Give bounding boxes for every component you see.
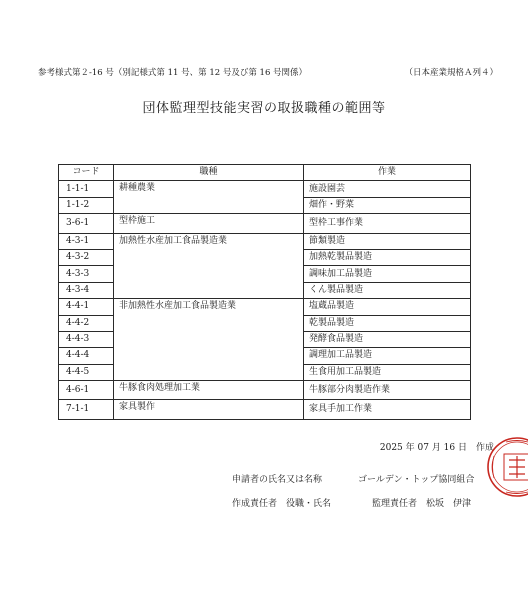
table-row — [59, 381, 471, 400]
organization-seal-icon — [484, 434, 528, 500]
cell-work: 発酵食品製造 — [304, 331, 471, 347]
cell-code: 1-1-1 — [59, 181, 114, 197]
cell-code: 7-1-1 — [59, 400, 114, 419]
cell-code: 4-4-4 — [59, 348, 114, 364]
table-row — [59, 233, 471, 249]
cell-code: 1-1-2 — [59, 197, 114, 213]
header-work: 作業 — [304, 165, 471, 181]
table-row — [59, 299, 471, 315]
table-header-row — [59, 165, 471, 181]
cell-code: 4-4-1 — [59, 299, 114, 315]
header-occupation: 職種 — [114, 165, 304, 181]
cell-work: 塩蔵品製造 — [304, 299, 471, 315]
applicant-label: 申請者の氏名又は名称 — [232, 475, 323, 485]
header-code: コード — [59, 165, 114, 181]
cell-occupation: 型枠施工 — [114, 214, 304, 233]
cell-code: 4-4-3 — [59, 331, 114, 347]
cell-code: 4-3-4 — [59, 282, 114, 298]
table-row — [59, 214, 471, 233]
cell-code: 3-6-1 — [59, 214, 114, 233]
cell-work: 牛豚部分肉製造作業 — [304, 381, 471, 400]
document-title: 団体監理型技能実習の取扱職種の範囲等 — [142, 101, 386, 116]
cell-work: 生食用加工品製造 — [304, 364, 471, 380]
cell-code: 4-3-2 — [59, 249, 114, 265]
cell-code: 4-4-2 — [59, 315, 114, 331]
cell-code: 4-3-3 — [59, 266, 114, 282]
cell-work: 家具手加工作業 — [304, 400, 471, 419]
cell-work: 畑作・野菜 — [304, 197, 471, 213]
table-row — [59, 400, 471, 419]
table-row — [59, 181, 471, 197]
cell-occupation: 耕種農業 — [114, 181, 304, 214]
cell-work: 節類製造 — [304, 233, 471, 249]
cell-occupation: 非加熱性水産加工食品製造業 — [114, 299, 304, 381]
cell-code: 4-3-1 — [59, 233, 114, 249]
applicant-name: ゴールデン・トップ協同組合 — [358, 475, 475, 485]
cell-work: 加熱乾製品製造 — [304, 249, 471, 265]
preparer-label: 作成責任者 役職・氏名 — [232, 499, 332, 509]
cell-work: 施設園芸 — [304, 181, 471, 197]
cell-occupation: 加熱性水産加工食品製造業 — [114, 233, 304, 299]
cell-work: くん製品製造 — [304, 282, 471, 298]
form-reference: 参考様式第２-16 号（別記様式第 11 号、第 12 号及び第 16 号関係） — [38, 68, 308, 78]
paper-size-note: （日本産業規格Ａ列４） — [404, 68, 498, 78]
preparer-name: 監理責任者 松坂 伊津 — [372, 499, 472, 509]
cell-occupation: 牛豚食肉処理加工業 — [114, 381, 304, 400]
cell-work: 乾製品製造 — [304, 315, 471, 331]
cell-code: 4-6-1 — [59, 381, 114, 400]
cell-work: 調味加工品製造 — [304, 266, 471, 282]
cell-work: 型枠工事作業 — [304, 214, 471, 233]
creation-date: 2025 年 07 月 16 日 作成 — [379, 443, 494, 453]
cell-occupation: 家具製作 — [114, 400, 304, 419]
occupation-table — [58, 164, 471, 420]
cell-work: 調理加工品製造 — [304, 348, 471, 364]
cell-code: 4-4-5 — [59, 364, 114, 380]
